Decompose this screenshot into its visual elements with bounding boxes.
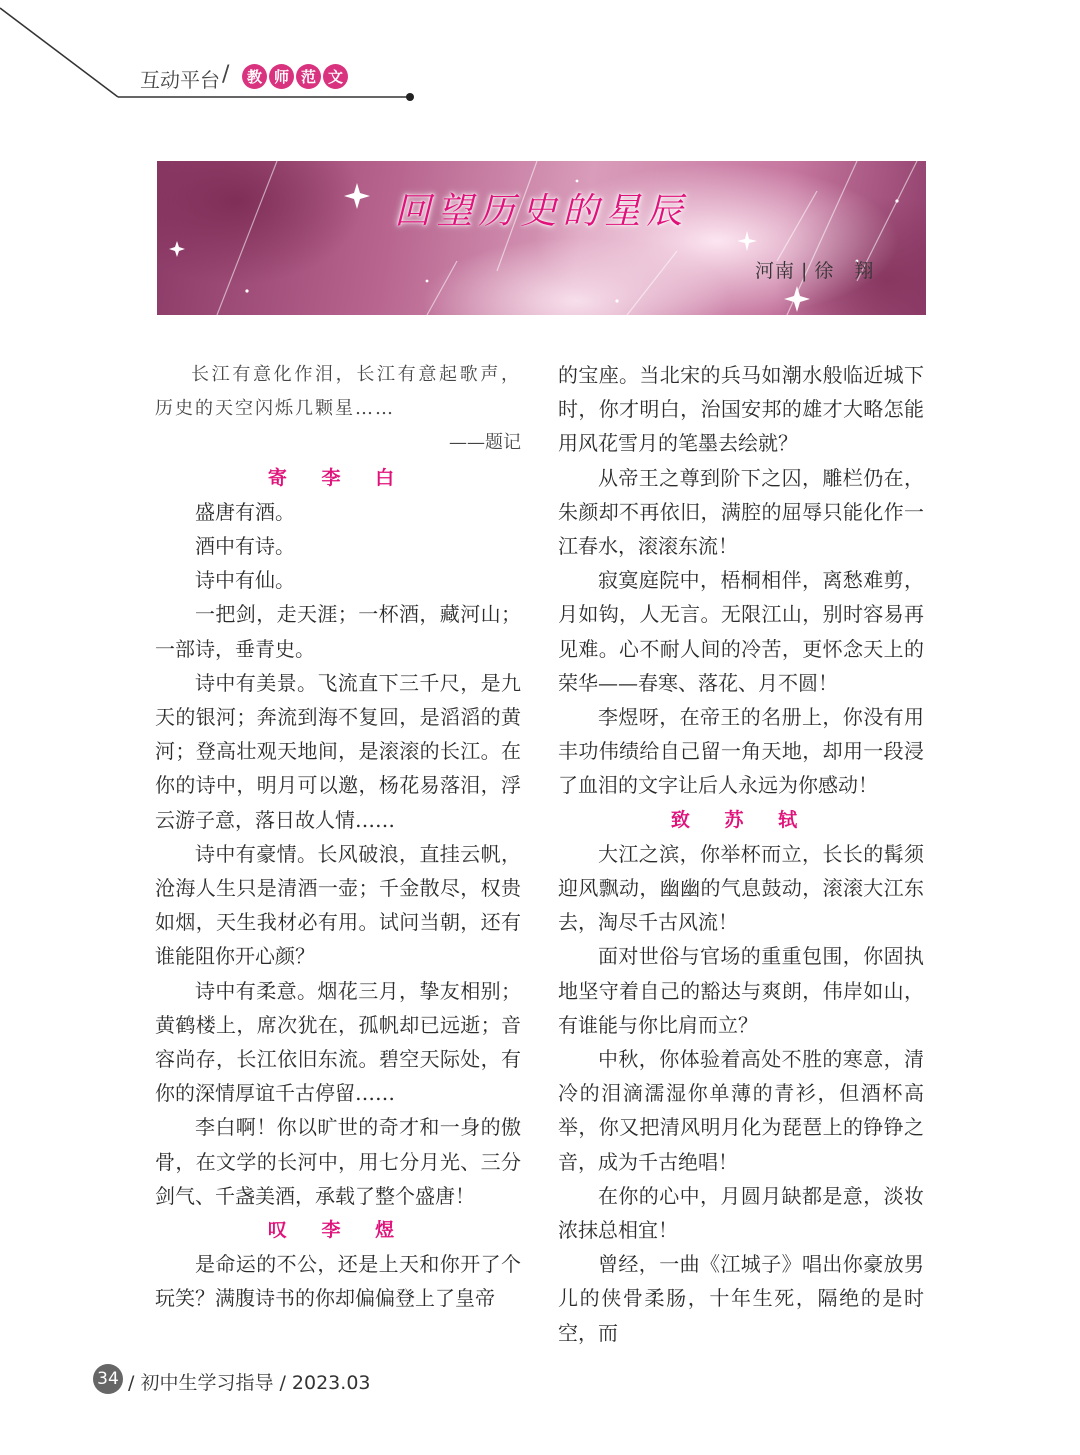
paragraph: 大江之滨，你举杯而立，长长的髯须迎风飘动，幽幽的气息鼓动，滚滚大江东去，淘尽千古风流！ [558, 841, 924, 935]
badge-1: 教 [242, 64, 267, 89]
epigraph: 长江有意化作泪，长江有意起歌声，历史的天空闪烁几颗星…… [155, 364, 521, 420]
page-number: 34 [93, 1364, 123, 1394]
title-banner [157, 161, 926, 315]
right-column [558, 358, 924, 1350]
section-title-li-yu: 叹 李 煜 [267, 1219, 409, 1242]
paragraph: 盛唐有酒。 [195, 499, 295, 524]
paragraph: 是命运的不公，还是上天和你开了个玩笑？满腹诗书的你却偏偏登上了皇帝 [155, 1252, 521, 1311]
paragraph: 中秋，你体验着高处不胜的寒意，清冷的泪滴濡湿你单薄的青衫，但酒杯高举，你又把清风明月化为琵琶上的铮铮之音，成为千古绝唱！ [558, 1047, 924, 1174]
paragraph: 酒中有诗。 [195, 534, 295, 559]
section-slash: / [222, 62, 230, 87]
badge-2: 师 [269, 64, 294, 89]
author-name: 徐 翔 [814, 260, 875, 282]
column-badges [242, 64, 348, 89]
badge-3: 范 [296, 64, 321, 89]
paragraph: 面对世俗与官场的重重包围，你固执地坚守着自己的豁达与爽朗，伟岸如山，有谁能与你比肩而立？ [558, 944, 924, 1037]
paragraph: 曾经，一曲《江城子》唱出你豪放男儿的侠骨柔肠，十年生死，隔绝的是时空，而 [558, 1252, 924, 1345]
paragraph: 一把剑，走天涯；一杯酒，藏河山；一部诗，垂青史。 [155, 602, 521, 661]
paragraph-continued: 的宝座。当北宋的兵马如潮水般临近城下时，你才明白，治国安邦的雄才大略怎能用风花雪月的笔墨去绘就？ [558, 363, 924, 456]
section-label: 互动平台 [140, 68, 220, 92]
left-column [155, 358, 521, 1316]
author-region: 河南 [755, 260, 796, 282]
paragraph: 诗中有柔意。烟花三月，挚友相别；黄鹤楼上，席次犹在，孤帆却已远逝；音容尚存，长江依旧东流。碧空天际处，有你的深情厚谊千古停留…… [155, 978, 521, 1106]
paragraph: 诗中有仙。 [195, 568, 295, 593]
paragraph: 在你的心中，月圆月缺都是意，淡妆浓抹总相宜！ [558, 1183, 924, 1243]
badge-4: 文 [323, 64, 348, 89]
paragraph: 李白啊！你以旷世的奇才和一身的傲骨，在文学的长河中，用七分月光、三分剑气、千盏美酒，承载了整个盛唐！ [155, 1115, 521, 1208]
paragraph: 诗中有豪情。长风破浪，直挂云帆，沧海人生只是清酒一壶；千金散尽，权贵如烟，天生我材必有用。试问当朝，还有谁能阻你开心颜？ [155, 841, 521, 969]
journal-info: / 初中生学习指导 / 2023.03 [128, 1372, 371, 1394]
epigraph-attribution: ——题记 [449, 432, 521, 454]
article-title: 回望历史的星辰 [394, 191, 689, 232]
byline [755, 256, 874, 283]
paragraph: 从帝王之尊到阶下之囚，雕栏仍在，朱颜却不再依旧，满腔的屈辱只能化作一江春水，滚滚东流！ [558, 465, 924, 559]
header-rule [0, 0, 1080, 110]
paragraph: 寂寞庭院中，梧桐相伴，离愁难剪，月如钩，人无言。无限江山，别时容易再见难。心不耐人间的冷苦，更怀念天上的荣华——春寒、落花、月不圆！ [558, 568, 924, 695]
paragraph: 李煜呀，在帝王的名册上，你没有用丰功伟绩给自己留一角天地，却用一段浸了血泪的文字让后人永远为你感动！ [558, 705, 924, 798]
paragraph: 诗中有美景。飞流直下三千尺，是九天的银河；奔流到海不复回，是滔滔的黄河；登高壮观天地间，是滚滚的长江。在你的诗中，明月可以邀，杨花易落泪，浮云游子意，落日故人情…… [155, 670, 521, 832]
byline-separator: | [801, 260, 809, 282]
section-title-su-shi: 致 苏 轼 [670, 808, 812, 831]
section-title-li-bai: 寄 李 白 [267, 466, 409, 489]
